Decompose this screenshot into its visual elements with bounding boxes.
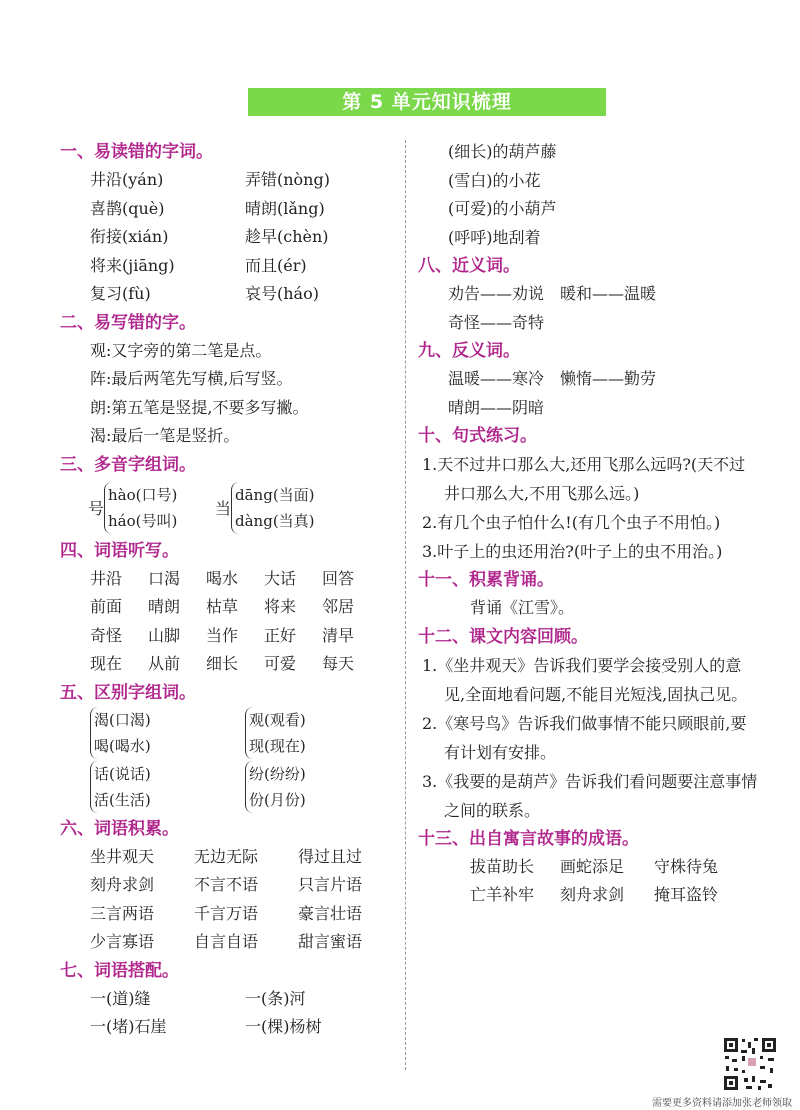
idiom-row [60,871,400,900]
idiom: 刻舟求剑 [560,885,625,904]
word-pair-row [60,166,400,195]
word: 将来 [264,597,297,616]
antonym-line: 温暖——寒冷 懒惰——勤劳 [448,369,657,388]
word: 奇怪 [90,625,123,645]
sentence-item: 3.叶子上的虫还用治?(叶子上的虫不用治。) [422,542,723,561]
polyphone-group [60,479,400,537]
review-item: 3.《我要的是葫芦》告诉我们看问题要注意事情之间的联系。 [422,771,758,820]
text-line: 渴:最后一笔是竖折。 [90,426,240,445]
word: 喝(喝水) [94,736,151,755]
reading: háo(号叫) [108,511,178,530]
word-pair-row [60,195,400,224]
word: 现在 [90,654,123,673]
dictation-row [60,622,400,651]
word: 邻居 [322,597,355,616]
page-title: 第 5 单元知识梳理 [248,88,606,116]
word: 可爱 [264,654,297,673]
sentence-item: 1.天不过井口那么大,还用飞那么远吗?(天不过井口那么大,不用飞那么远。) [422,455,746,503]
phrase-line: (雪白)的小花 [448,170,541,190]
section-heading: 一、易读错的字词。 [60,142,213,162]
brace [90,707,245,759]
review-item: 2.《寒号鸟》告诉我们做事情不能只顾眼前,要有计划有安排。 [422,713,747,762]
idiom: 画蛇添足 [560,856,625,876]
word: 从前 [148,654,181,673]
idiom-row [418,881,758,910]
polyphone-item [60,479,215,537]
reading: dàng(当真) [235,511,315,530]
char-compare-row [60,707,400,759]
section-heading: 五、区别字组词。 [60,682,196,703]
word: 回答 [322,568,355,588]
word: 纷(纷纷) [249,764,306,783]
left-column [60,138,400,1042]
collocation-row [60,1013,400,1042]
reading: dāng(当面) [235,485,315,504]
section-heading: 三、多音字组词。 [60,454,196,475]
word: 活(生活) [94,790,151,809]
idiom-row [60,928,400,957]
idiom-row [60,843,400,872]
word: 份(月份) [249,790,306,809]
word: 衔接(xián) [90,227,169,246]
phrase: 一(条)河 [245,988,306,1008]
word: 而且(ér) [245,255,307,275]
idiom-row [60,900,400,929]
phrase: 一(堵)石崖 [90,1017,167,1036]
recite-line: 背诵《江雪》。 [470,598,575,617]
char-compare-row [60,761,400,813]
sentence-item: 2.有几个虫子怕什么!(有几个虫子不用怕。) [422,513,721,532]
idiom: 只言片语 [298,875,363,894]
idiom: 坐井观天 [90,846,155,866]
antonym-line: 晴朗——阴暗 [448,397,545,417]
brace [104,482,177,534]
word: 渴(口渴) [94,710,151,729]
polyphone-char: 当 [215,499,232,518]
idiom: 甜言蜜语 [298,932,363,951]
word-pair-row [60,280,400,309]
section-heading: 四、词语听写。 [60,540,179,561]
idiom: 无边无际 [194,846,259,866]
idiom: 拔苗助长 [470,856,535,876]
section-heading: 十、句式练习。 [418,426,537,446]
word: 观(观看) [249,710,306,729]
text-line: 阵:最后两笔先写横,后写竖。 [90,369,293,388]
text-line: 观:又字旁的第二笔是点。 [90,340,272,360]
word: 将来(jiāng) [90,255,175,275]
idiom: 三言两语 [90,903,155,923]
idiom: 不言不语 [194,875,259,894]
word: 山脚 [148,625,181,645]
word: 当作 [206,625,239,645]
idiom: 掩耳盗铃 [654,885,719,904]
word: 哀号(háo) [245,284,319,303]
synonym-line: 劝告——劝说 暖和——温暖 [448,284,657,303]
word-pair-row [60,223,400,252]
word: 喝水 [206,568,239,588]
word: 晴朗(lǎng) [245,198,325,218]
qr-code-graphic [722,1036,778,1092]
word: 井沿 [90,568,123,588]
polyphone-item [215,479,375,537]
idiom: 豪言壮语 [298,903,363,923]
brace [90,761,245,813]
section-heading: 十三、出自寓言故事的成语。 [418,828,639,849]
word: 现(现在) [249,736,306,755]
phrase: 一(棵)杨树 [245,1017,322,1036]
phrase: 一(道)缝 [90,988,151,1008]
dictation-row [60,593,400,622]
word-pair-row [60,252,400,281]
word: 细长 [206,654,239,673]
word: 复习(fù) [90,284,151,303]
section-heading: 八、近义词。 [418,256,520,276]
collocation-row [60,985,400,1014]
synonym-line: 奇怪——奇特 [448,312,545,332]
word: 晴朗 [148,597,181,616]
idiom: 千言万语 [194,903,259,923]
phrase-line: (细长)的葫芦藤 [448,142,557,161]
text-line: 朗:第五笔是竖提,不要多写撇。 [90,397,309,417]
brace [245,761,405,813]
section-heading: 二、易写错的字。 [60,312,196,333]
brace [245,707,405,759]
section-heading: 十二、课文内容回顾。 [418,626,588,647]
phrase-line: (呼呼)地刮着 [448,227,541,247]
word: 每天 [322,654,355,673]
brace [231,482,315,534]
word: 喜鹊(què) [90,198,165,218]
idiom: 得过且过 [298,846,363,866]
footer-note: 需要更多资料请添加张老师领取 [652,1098,792,1109]
dictation-row [60,650,400,679]
word: 大话 [264,568,297,588]
reading: hào(口号) [108,485,178,504]
word: 口渴 [148,568,181,588]
idiom: 少言寡语 [90,932,155,951]
phrase-line: (可爱)的小葫芦 [448,199,557,218]
idiom: 守株待兔 [654,856,719,876]
idiom-row [418,853,758,882]
section-heading: 九、反义词。 [418,341,520,361]
word: 前面 [90,597,123,616]
word: 井沿(yán) [90,170,164,189]
section-heading: 十一、积累背诵。 [418,570,554,590]
idiom: 刻舟求剑 [90,875,155,894]
word: 正好 [264,625,297,645]
word: 话(说话) [94,764,151,783]
polyphone-char: 号 [88,499,105,518]
idiom: 自言自语 [194,932,259,951]
section-heading: 六、词语积累。 [60,818,179,839]
dictation-row [60,565,400,594]
idiom: 亡羊补牢 [470,885,535,904]
section-heading: 七、词语搭配。 [60,960,179,981]
review-item: 1.《坐井观天》告诉我们要学会接受别人的意见,全面地看问题,不能目光短浅,固执己见。 [422,655,748,704]
word: 弄错(nòng) [245,170,330,189]
qr-code-icon[interactable] [722,1036,778,1092]
right-column [418,138,758,910]
word: 趁早(chèn) [245,227,329,246]
word: 清早 [322,625,355,645]
word: 枯草 [206,597,239,616]
